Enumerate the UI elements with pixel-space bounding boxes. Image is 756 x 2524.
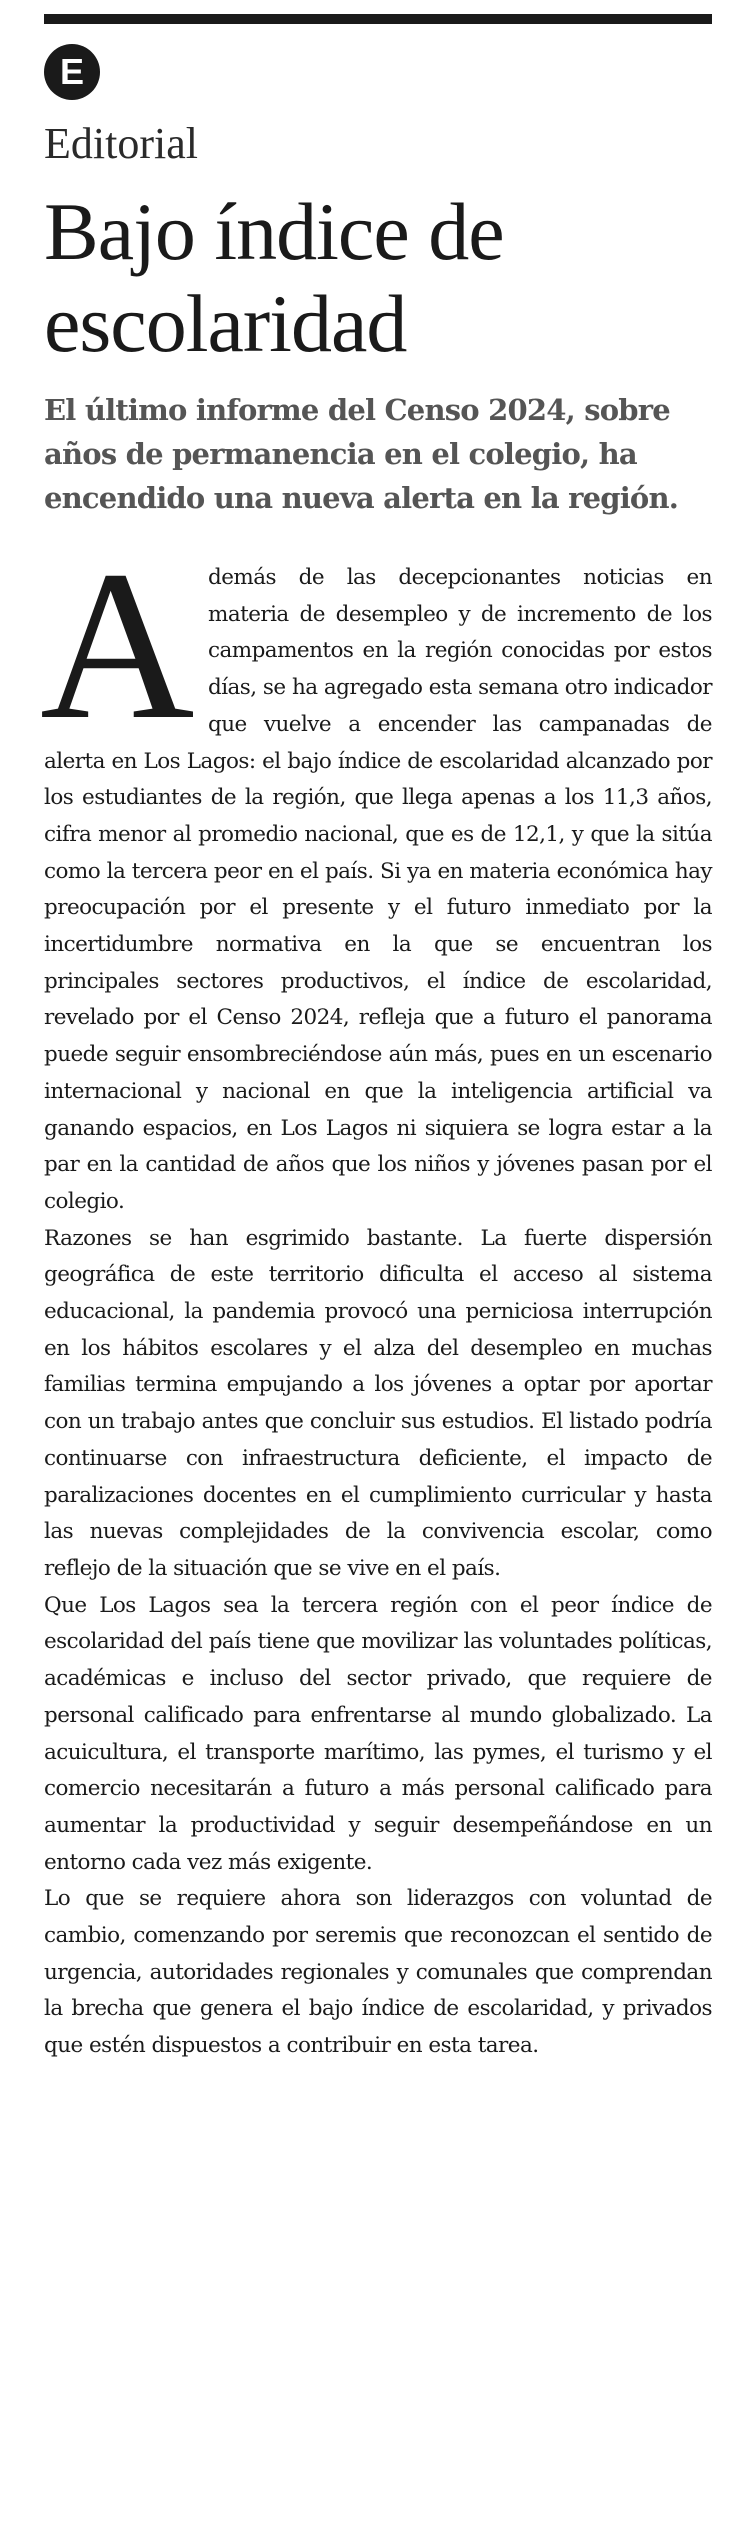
body-paragraph-2: Razones se han esgrimido bastante. La fuerte dispersión geográfica de este territorio dificulta el acceso al sistema educacional, la pandemia provocó una perniciosa interrupción en los hábitos escolares y el alza del desempleo en muchas familias termina empujando a los jóvenes a optar por aportar con un trabajo antes que concluir sus estudios. El listado podría continuarse con infraestructura deficiente, el impacto de paralizaciones docentes en el cumplimiento curricular y hasta las nuevas complejidades de la convivencia escolar, como reflejo de la situación que se vive en el país. — [44, 1225, 712, 1581]
deck: El último informe del Censo 2024, sobre años de permanencia en el colegio, ha encendido una nueva alerta en la región. — [44, 393, 679, 515]
body-paragraph-1: demás de las decepcionantes noticias en materia de desempleo y de incremento de los campamentos en la región conocidas por estos días, se ha agregado esta semana otro indicador que vuelve a encender las campanadas de alerta en Los Lagos: el bajo índice de escolaridad alcanzado por los estudiantes de la región, que llega apenas a los 11,3 años, cifra menor al promedio nacional, que es de 12,1, y que la sitúa como la tercera peor en el país. Si ya en materia económica hay preocupación por el presente y el futuro inmediato por la incertidumbre normativa en la que se encuentran los principales sectores productivos, el índice de escolaridad, revelado por el Censo 2024, refleja que a futuro el panorama puede seguir ensombreciéndose aún más, pues en un escenario internacional y nacional en que la inteligencia artificial va ganando espacios, en Los Lagos ni siquiera se logra estar a la par en la cantidad de años que los niños y jóvenes pasan por el colegio. — [44, 565, 712, 1214]
article-body — [40, 527, 712, 2065]
body-paragraph-4: Lo que se requiere ahora son liderazgos con voluntad de cambio, comenzando por seremis que reconozcan el sentido de urgencia, autoridades regionales y comunales que comprendan la brecha que genera el bajo índice de escolaridad, y privados que estén dispuestos a contribuir en esta tarea. — [44, 1886, 712, 2059]
headline: Bajo índice de escolaridad — [44, 186, 504, 369]
top-rule — [44, 14, 712, 24]
editorial-badge: E — [44, 44, 100, 100]
editorial-page — [40, 0, 712, 2524]
body-paragraph-3: Que Los Lagos sea la tercera región con el peor índice de escolaridad del país tiene que movilizar las voluntades políticas, académicas e incluso del sector privado, que requiere de personal calificado para enfrentarse al mundo globalizado. La acuicultura, el transporte marítimo, las pymes, el turismo y el comercio necesitarán a futuro a más personal calificado para aumentar la productividad y seguir desempeñándose en un entorno cada vez más exigente. — [44, 1592, 712, 1875]
section-label: Editorial — [44, 119, 198, 168]
drop-cap: A — [40, 527, 194, 764]
